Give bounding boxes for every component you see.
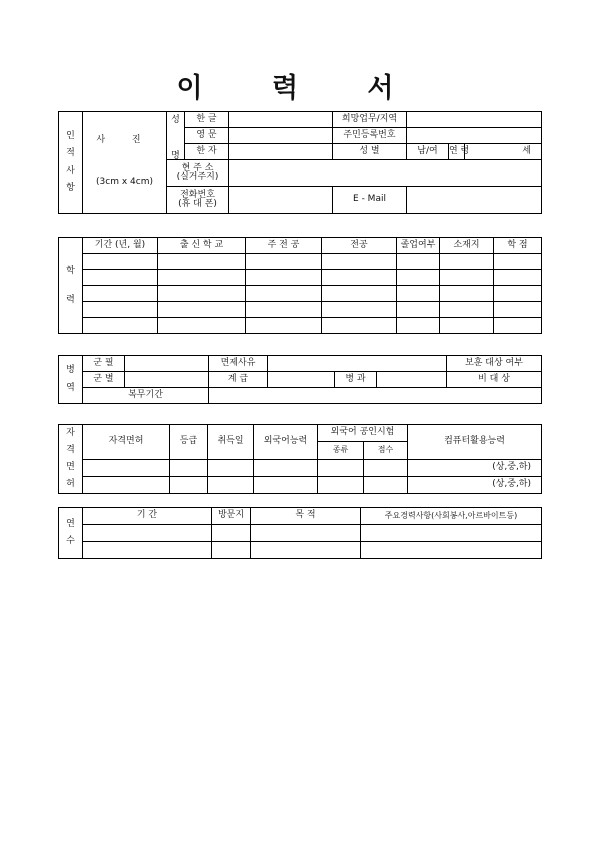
certificates-table xyxy=(58,424,542,494)
military-section-label: 병역 xyxy=(59,356,83,404)
table-row xyxy=(59,542,542,559)
table-row xyxy=(59,302,542,318)
service-period-label: 복무기간 xyxy=(83,388,209,404)
training-table xyxy=(58,507,542,559)
resident-no-input[interactable] xyxy=(407,128,542,144)
date-header: 취득일 xyxy=(208,425,254,460)
desired-job-input[interactable] xyxy=(407,112,542,128)
table-row xyxy=(59,477,542,494)
grade-header: 등급 xyxy=(170,425,208,460)
branch-input[interactable] xyxy=(125,372,209,388)
name-label: 성 명 xyxy=(167,112,185,160)
photo-box[interactable] xyxy=(83,112,167,214)
certificates-section-label: 자격면허 xyxy=(59,425,83,494)
training-period-header: 기 간 xyxy=(83,508,212,525)
exemption-input[interactable] xyxy=(268,356,447,372)
training-purpose-header: 목 적 xyxy=(251,508,361,525)
gender-value[interactable]: 남/여 xyxy=(407,144,449,160)
personal-section-label: 인적사항 xyxy=(59,112,83,214)
rank-input[interactable] xyxy=(268,372,335,388)
table-row xyxy=(59,270,542,286)
table-row xyxy=(59,286,542,302)
personal-table xyxy=(58,111,542,214)
edu-header-period: 기간 (년, 월) xyxy=(83,238,158,254)
age-label: 연 령 xyxy=(449,144,465,160)
edu-header-school: 출 신 학 교 xyxy=(158,238,246,254)
page-title: 이 력 서 xyxy=(176,73,424,104)
training-section-label: 연수 xyxy=(59,508,83,559)
gender-label: 성 별 xyxy=(333,144,407,160)
computer-level[interactable]: (상,중,하) xyxy=(408,459,542,476)
license-header: 자격면허 xyxy=(83,425,170,460)
service-period-input[interactable] xyxy=(209,388,542,404)
specialty-input[interactable] xyxy=(377,372,447,388)
test-header: 외국어 공인시험 xyxy=(318,425,408,442)
address-input[interactable] xyxy=(229,160,542,187)
photo-label: 사 진 xyxy=(96,135,153,145)
test-score-header: 점수 xyxy=(364,442,408,459)
edu-header-field: 전공 xyxy=(322,238,397,254)
photo-size-label: (3cm x 4cm) xyxy=(96,177,153,187)
training-place-header: 방문지 xyxy=(212,508,251,525)
phone-label: 전화번호 (휴 대 폰) xyxy=(167,187,229,214)
edu-header-major: 주 전 공 xyxy=(246,238,322,254)
table-row xyxy=(59,459,542,476)
military-table xyxy=(58,355,542,404)
phone-input[interactable] xyxy=(229,187,333,214)
computer-header: 컴퓨터활용능력 xyxy=(408,425,542,460)
address-label: 현 주 소 (실거주지) xyxy=(167,160,229,187)
served-input[interactable] xyxy=(125,356,209,372)
hangul-name-input[interactable] xyxy=(229,112,333,128)
email-label: E - Mail xyxy=(333,187,407,214)
rank-label: 계 급 xyxy=(209,372,268,388)
non-target-label: 비 대 상 xyxy=(447,372,542,388)
english-label: 영 문 xyxy=(185,128,229,144)
hangul-label: 한 글 xyxy=(185,112,229,128)
hanja-label: 한 자 xyxy=(185,144,229,160)
edu-header-location: 소재지 xyxy=(440,238,494,254)
branch-label: 군 별 xyxy=(83,372,125,388)
email-input[interactable] xyxy=(407,187,542,214)
served-label: 군 필 xyxy=(83,356,125,372)
education-section-label: 학 력 xyxy=(59,238,83,334)
hanja-name-input[interactable] xyxy=(229,144,333,160)
edu-header-graduation: 졸업여부 xyxy=(397,238,440,254)
test-type-header: 종류 xyxy=(318,442,364,459)
resident-no-label: 주민등록번호 xyxy=(333,128,407,144)
exemption-label: 면제사유 xyxy=(209,356,268,372)
table-row xyxy=(59,525,542,542)
computer-level[interactable]: (상,중,하) xyxy=(408,477,542,494)
edu-header-gpa: 학 점 xyxy=(494,238,542,254)
language-header: 외국어능력 xyxy=(254,425,318,460)
english-name-input[interactable] xyxy=(229,128,333,144)
experience-header: 주요경력사항(사회봉사,아르바이트등) xyxy=(361,508,542,525)
veteran-label: 보훈 대상 여부 xyxy=(447,356,542,372)
desired-job-label: 희망업무/지역 xyxy=(333,112,407,128)
education-table xyxy=(58,237,542,334)
specialty-label: 병 과 xyxy=(335,372,377,388)
table-row xyxy=(59,318,542,334)
table-row xyxy=(59,254,542,270)
age-unit[interactable]: 세 xyxy=(465,144,542,160)
